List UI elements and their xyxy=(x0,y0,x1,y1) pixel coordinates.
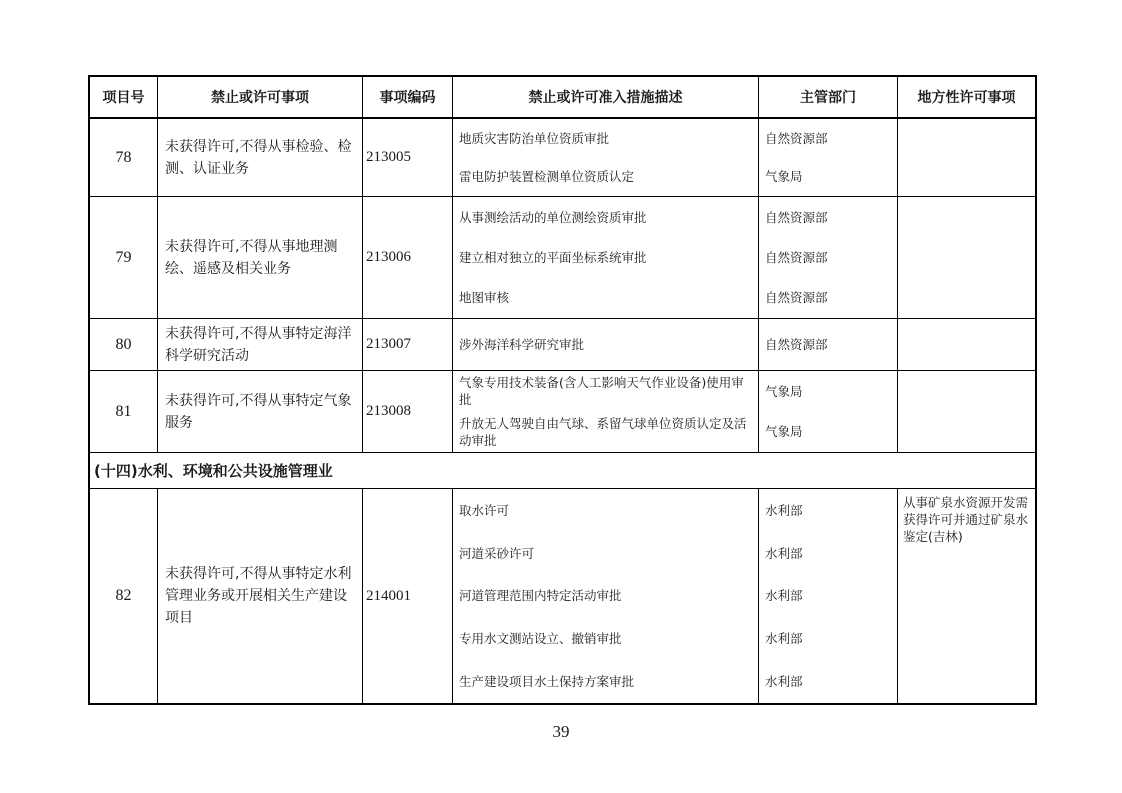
cell-local-permit xyxy=(897,319,1035,370)
dept-text: 自然资源部 xyxy=(765,130,828,146)
header-local-permit: 地方性许可事项 xyxy=(897,77,1035,117)
cell-depts xyxy=(758,119,897,196)
cell-project-no: 78 xyxy=(115,148,132,166)
cell-code: 213006 xyxy=(362,197,452,318)
cell-item: 未获得许可,不得从事特定气象服务 xyxy=(157,371,362,452)
header-code: 事项编码 xyxy=(362,77,452,117)
dept-text: 水利部 xyxy=(765,631,803,647)
section-title: (十四)水利、环境和公共设施管理业 xyxy=(94,462,333,480)
cell-code: 213008 xyxy=(362,371,452,452)
measure-text: 生产建设项目水土保持方案审批 xyxy=(459,674,635,690)
cell-item: 未获得许可,不得从事特定水利管理业务或开展相关生产建设项目 xyxy=(157,489,362,703)
cell-local-permit: 从事矿泉水资源开发需获得许可并通过矿泉水鉴定(吉林) xyxy=(897,489,1035,703)
cell-project-no: 79 xyxy=(115,248,132,266)
dept-text: 自然资源部 xyxy=(765,209,828,225)
cell-item: 未获得许可,不得从事特定海洋科学研究活动 xyxy=(157,319,362,370)
cell-measures xyxy=(452,371,758,452)
table-row-79 xyxy=(90,196,1035,318)
dept-text: 气象局 xyxy=(765,169,803,185)
measure-text: 地图审核 xyxy=(459,290,510,306)
cell-project-no: 82 xyxy=(115,587,132,604)
measure-text: 专用水文测站设立、撤销审批 xyxy=(459,631,622,647)
cell-code: 213005 xyxy=(362,119,452,196)
table-row-78 xyxy=(90,118,1035,196)
cell-local-permit xyxy=(897,197,1035,318)
cell-project-no: 80 xyxy=(115,335,132,353)
cell-depts xyxy=(758,319,897,370)
measure-text: 从事测绘活动的单位测绘资质审批 xyxy=(459,209,647,225)
measure-text: 河道管理范围内特定活动审批 xyxy=(459,588,622,604)
dept-text: 气象局 xyxy=(765,383,803,399)
table-row-81 xyxy=(90,370,1035,452)
header-measure-desc: 禁止或许可准入措施描述 xyxy=(452,77,758,117)
page-number: 39 xyxy=(552,722,570,741)
table-row-80 xyxy=(90,318,1035,370)
measure-text: 涉外海洋科学研究审批 xyxy=(459,337,585,352)
dept-text: 水利部 xyxy=(765,674,803,690)
cell-code: 213007 xyxy=(362,319,452,370)
table-row-82 xyxy=(90,488,1035,703)
measure-text: 升放无人驾驶自由气球、系留气球单位资质认定及活动审批 xyxy=(459,415,747,448)
cell-measures xyxy=(452,197,758,318)
header-dept: 主管部门 xyxy=(758,77,897,117)
measure-text: 地质灾害防治单位资质审批 xyxy=(459,130,610,146)
cell-measures xyxy=(452,119,758,196)
header-item: 禁止或许可事项 xyxy=(157,77,362,117)
cell-measures xyxy=(452,319,758,370)
dept-text: 自然资源部 xyxy=(765,337,828,352)
dept-text: 气象局 xyxy=(765,424,803,440)
cell-depts xyxy=(758,489,897,703)
cell-item: 未获得许可,不得从事地理测绘、遥感及相关业务 xyxy=(157,197,362,318)
cell-item: 未获得许可,不得从事检验、检测、认证业务 xyxy=(157,119,362,196)
dept-text: 自然资源部 xyxy=(765,249,828,265)
dept-text: 水利部 xyxy=(765,502,803,518)
cell-depts xyxy=(758,371,897,452)
table-header-row xyxy=(90,77,1035,118)
measure-text: 雷电防护装置检测单位资质认定 xyxy=(459,169,635,185)
header-project-no: 项目号 xyxy=(102,90,145,106)
measure-text: 气象专用技术装备(含人工影响天气作业设备)使用审批 xyxy=(459,375,744,408)
measure-text: 建立相对独立的平面坐标系统审批 xyxy=(459,249,647,265)
measure-text: 河道采砂许可 xyxy=(459,545,535,561)
cell-depts xyxy=(758,197,897,318)
cell-local-permit xyxy=(897,371,1035,452)
dept-text: 水利部 xyxy=(765,588,803,604)
dept-text: 自然资源部 xyxy=(765,290,828,306)
section-header-row xyxy=(90,452,1035,488)
cell-project-no: 81 xyxy=(115,402,132,420)
permit-items-table xyxy=(88,75,1037,705)
cell-local-permit xyxy=(897,119,1035,196)
dept-text: 水利部 xyxy=(765,545,803,561)
cell-measures xyxy=(452,489,758,703)
measure-text: 取水许可 xyxy=(459,502,510,518)
cell-code: 214001 xyxy=(362,489,452,703)
